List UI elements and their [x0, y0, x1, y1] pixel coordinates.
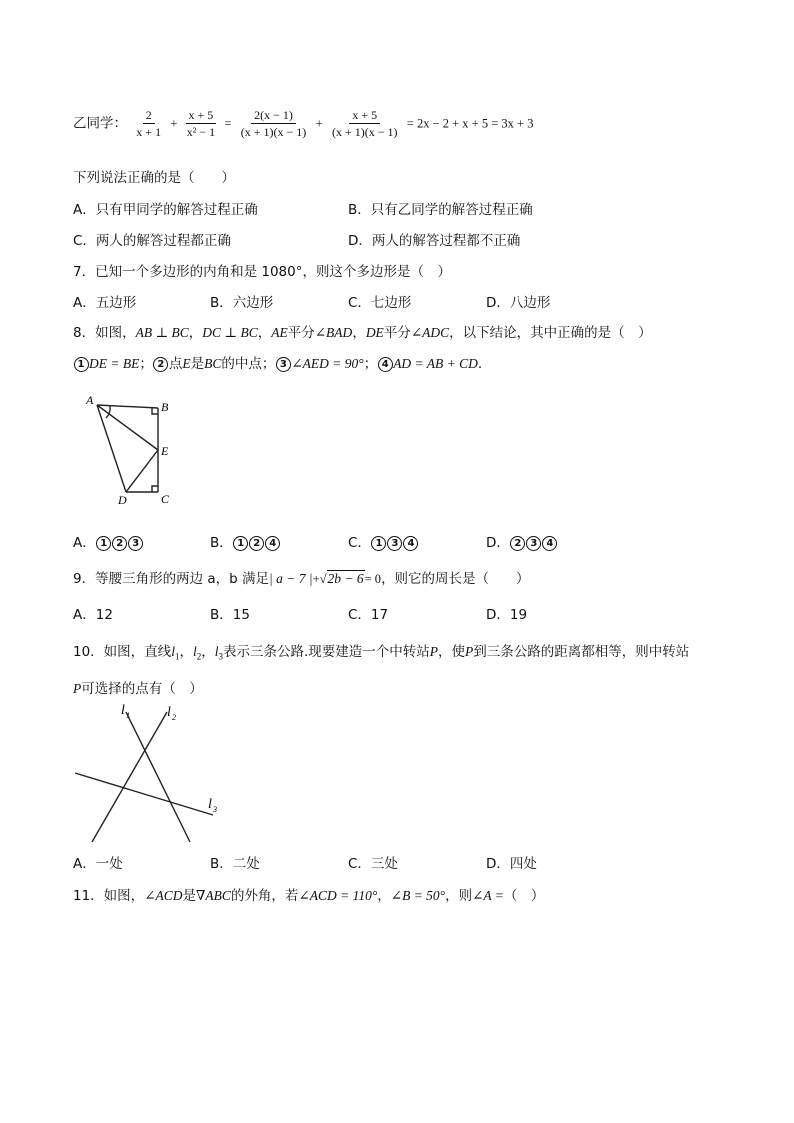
q8-option-a[interactable]: A． 1 2 3 — [73, 531, 144, 551]
segment-ad — [97, 405, 126, 492]
q9-option-c[interactable]: C．17 — [348, 607, 389, 623]
segment-ab — [97, 405, 158, 408]
q10-stem: 10．如图，直线$l_1$，$l_2$，$l_3$表示三条公路.现要建造一个中转站P，使P到三条公路的距离都相等，则中转站 — [73, 644, 690, 662]
circled-number: 1 — [74, 357, 89, 372]
q6-option-d[interactable]: D．两人的解答过程都不正确 — [348, 233, 521, 249]
circled-number: 3 — [276, 357, 291, 372]
q8-stem: 8．如图，AB ⊥ BC，DC ⊥ BC，AE平分∠BAD，DE平分∠ADC，以下结论，其中正确的是（ ） — [73, 325, 652, 341]
q8-statements: 1 DE = BE； 2 点E是BC的中点； 3 ∠AED = 90°； 4 AD = AB + CD. — [73, 352, 482, 372]
circled-number: 2 — [153, 357, 168, 372]
q7-option-a[interactable]: A．五边形 — [73, 295, 137, 311]
label-a: A — [86, 393, 94, 407]
q11-stem: 11．如图，∠ACD是∇ABC的外角，若∠ACD = 110°，∠B = 50°，则∠A =（ ） — [73, 888, 545, 904]
q6-option-c[interactable]: C．两人的解答过程都正确 — [73, 233, 231, 249]
q10-option-d[interactable]: D．四处 — [486, 856, 537, 872]
q10-figure — [68, 698, 228, 848]
q9-option-b[interactable]: B．15 — [210, 607, 250, 623]
q10-stem-cont: P可选择的点有（ ） — [73, 681, 203, 697]
label-b: B — [161, 400, 169, 414]
road-l3 — [75, 773, 213, 815]
label-e: E — [161, 444, 169, 458]
svg-text:1: 1 — [126, 711, 130, 720]
circled-number: 4 — [378, 357, 393, 372]
fraction: $\frac{2}{x + 1}$ — [136, 108, 162, 139]
q9-stem: 9．等腰三角形的两边 a，b 满足| a − 7 |+√2b − 6= 0，则它的周长是（ ） — [73, 571, 530, 587]
right-angle-b — [152, 408, 158, 414]
q7-stem: 7．已知一个多边形的内角和是 1080°，则这个多边形是（ ） — [73, 264, 451, 280]
q6-label: 乙同学： — [73, 115, 127, 132]
q6-prompt: 下列说法正确的是（ ） — [73, 170, 235, 186]
segment-ae — [97, 405, 158, 450]
label-l2: l — [167, 705, 171, 720]
q9-option-d[interactable]: D．19 — [486, 607, 528, 623]
q7-option-c[interactable]: C．七边形 — [348, 295, 412, 311]
right-angle-c — [152, 486, 158, 492]
fraction: $\frac{2(x - 1)}{(x + 1)(x - 1)}$ — [240, 108, 307, 139]
q9-option-a[interactable]: A．12 — [73, 607, 113, 623]
q10-option-c[interactable]: C．三处 — [348, 856, 398, 872]
q10-option-a[interactable]: A．一处 — [73, 856, 123, 872]
q6-option-b[interactable]: B．只有乙同学的解答过程正确 — [348, 202, 533, 218]
q6-option-a[interactable]: A．只有甲同学的解答过程正确 — [73, 202, 258, 218]
label-c: C — [161, 492, 170, 506]
fraction: $\frac{x + 5}{(x + 1)(x - 1)}$ — [331, 108, 398, 139]
q8-option-b[interactable]: B． 1 2 4 — [210, 531, 281, 551]
q8-option-d[interactable]: D． 2 3 4 — [486, 531, 558, 551]
q6-equation-tail: = 2x − 2 + x + 5 = 3x + 3 — [406, 116, 534, 131]
q8-figure — [80, 388, 190, 508]
road-l2 — [92, 712, 167, 842]
road-l1 — [126, 712, 190, 842]
q10-option-b[interactable]: B．二处 — [210, 856, 260, 872]
label-d: D — [118, 493, 127, 507]
label-l1: l — [121, 703, 125, 718]
q7-option-b[interactable]: B．六边形 — [210, 295, 274, 311]
svg-text:2: 2 — [172, 713, 176, 722]
q7-option-d[interactable]: D．八边形 — [486, 295, 551, 311]
q6-equation: 乙同学： $\frac{2}{x + 1}$ + $\frac{x + 5}{\text{x² − 1}}$ = $\frac{2(x - 1)}{(x + 1)(x - 1)}$ + $\frac{x + 5}{(x + 1)(x - 1)}$ = 2x − 2 + x + 5 = 3x + 3 — [73, 108, 534, 139]
fraction: $\frac{x + 5}{\text{x² − 1}}$ — [186, 108, 216, 139]
label-l3: l — [208, 797, 212, 812]
q8-option-c[interactable]: C． 1 3 4 — [348, 531, 419, 551]
svg-text:3: 3 — [213, 805, 217, 814]
